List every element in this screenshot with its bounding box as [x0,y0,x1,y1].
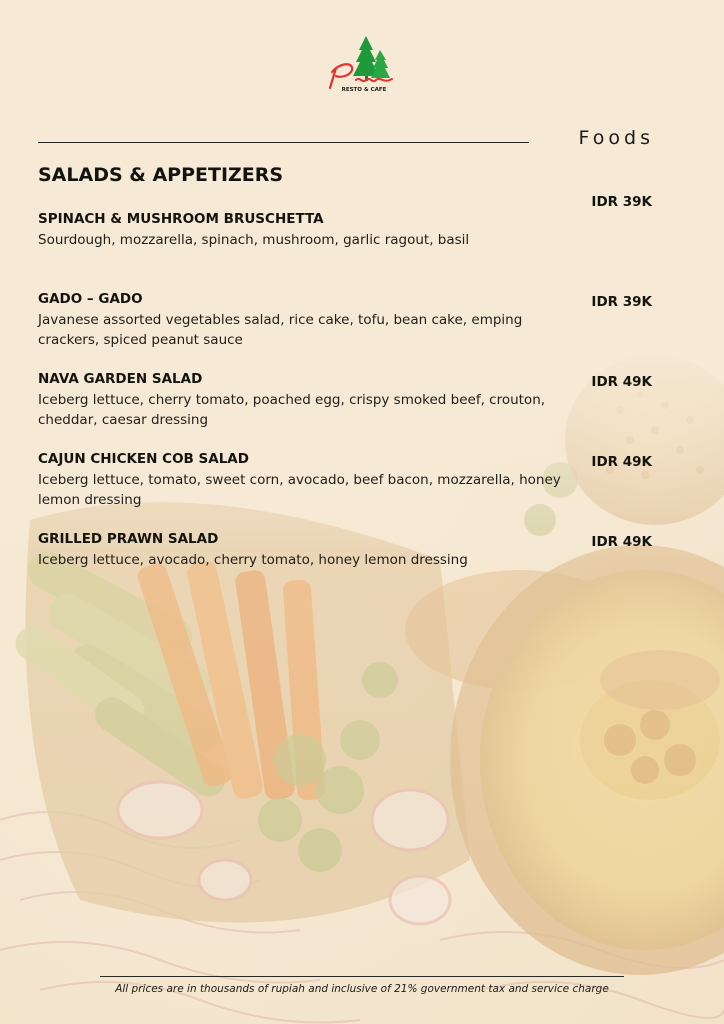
item-description: Sourdough, mozzarella, spinach, mushroom, garlic ragout, basil [38,232,470,248]
menu-item [38,370,652,450]
item-description: Iceberg lettuce, tomato, sweet corn, avocado, beef bacon, mozzarella, honey lemon dressing [38,472,561,508]
logo-subtitle: RESTO & CAFE [341,87,387,93]
item-price: IDR 39K [591,194,652,210]
menu-item [38,194,652,290]
menu-item [38,530,652,610]
item-description: Iceberg lettuce, avocado, cherry tomato, honey lemon dressing [38,552,468,568]
item-name: GADO – GADO [38,291,143,307]
item-price: IDR 49K [591,534,652,550]
menu-list [38,194,652,610]
footer-divider [100,976,624,977]
item-description: Javanese assorted vegetables salad, rice cake, tofu, bean cake, emping crackers, spiced peanut sauce [38,312,523,348]
footer-note: All prices are in thousands of rupiah and inclusive of 21% government tax and service charge [115,983,609,995]
item-price: IDR 39K [591,294,652,310]
item-name: SPINACH & MUSHROOM BRUSCHETTA [38,211,324,227]
item-name: NAVA GARDEN SALAD [38,371,203,387]
item-price: IDR 49K [591,454,652,470]
item-description: Iceberg lettuce, cherry tomato, poached egg, crispy smoked beef, crouton, cheddar, caesar dressing [38,392,546,428]
item-price: IDR 49K [591,374,652,390]
menu-item [38,450,652,530]
category-title: SALADS & APPETIZERS [38,164,284,186]
section-label: Foods [578,127,654,149]
item-name: GRILLED PRAWN SALAD [38,531,219,547]
item-name: CAJUN CHICKEN COB SALAD [38,451,249,467]
header-divider [38,142,529,143]
menu-item [38,290,652,370]
